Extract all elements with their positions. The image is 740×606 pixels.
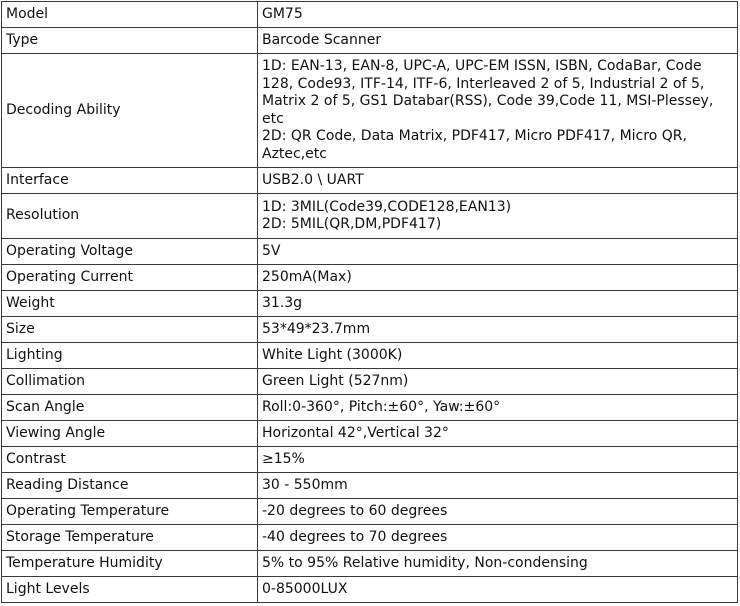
table-row-model xyxy=(2,2,738,28)
table-row-type xyxy=(2,28,738,54)
spec-label: Collimation xyxy=(2,369,258,395)
spec-value: 250mA(Max) xyxy=(258,265,738,291)
table-row-scan-angle xyxy=(2,395,738,421)
table-row-light-levels xyxy=(2,577,738,603)
spec-value: Green Light (527nm) xyxy=(258,369,738,395)
spec-label: Temperature Humidity xyxy=(2,551,258,577)
table-row-decoding-ability xyxy=(2,54,738,168)
table-row-viewing-angle xyxy=(2,421,738,447)
spec-value: Barcode Scanner xyxy=(258,28,738,54)
spec-label: Decoding Ability xyxy=(2,54,258,168)
table-row-storage-temperature xyxy=(2,525,738,551)
table-row-contrast xyxy=(2,447,738,473)
table-row-weight xyxy=(2,291,738,317)
spec-label: Reading Distance xyxy=(2,473,258,499)
spec-label: Operating Voltage xyxy=(2,239,258,265)
spec-value: USB2.0 \ UART xyxy=(258,168,738,194)
spec-value: Horizontal 42°,Vertical 32° xyxy=(258,421,738,447)
spec-value xyxy=(258,54,738,168)
spec-label: Resolution xyxy=(2,194,258,239)
spec-label: Type xyxy=(2,28,258,54)
decoding-1d-line: 1D: EAN-13, EAN-8, UPC-A, UPC-EM ISSN, ISBN, CodaBar, Code 128, Code93, ITF-14, ITF-6, Interleaved 2 of 5, Industrial 2 of 5, Matrix 2 of 5, GS1 Databar(RSS), Code 39,Code 11, MSI-Plessey, etc xyxy=(262,58,714,127)
resolution-1d-line: 1D: 3MIL(Code39,CODE128,EAN13) xyxy=(262,198,512,215)
table-row-operating-temperature xyxy=(2,499,738,525)
spec-value: 53*49*23.7mm xyxy=(258,317,738,343)
spec-label: Light Levels xyxy=(2,577,258,603)
spec-label: Weight xyxy=(2,291,258,317)
spec-value: GM75 xyxy=(258,2,738,28)
spec-label: Viewing Angle xyxy=(2,421,258,447)
spec-label: Size xyxy=(2,317,258,343)
resolution-2d-line: 2D: 5MIL(QR,DM,PDF417) xyxy=(262,216,442,232)
spec-value: -40 degrees to 70 degrees xyxy=(258,525,738,551)
table-row-temperature-humidity xyxy=(2,551,738,577)
spec-label: Model xyxy=(2,2,258,28)
spec-value: 30 - 550mm xyxy=(258,473,738,499)
spec-label: Contrast xyxy=(2,447,258,473)
spec-label: Storage Temperature xyxy=(2,525,258,551)
spec-label: Scan Angle xyxy=(2,395,258,421)
spec-table xyxy=(1,1,738,603)
spec-label: Operating Current xyxy=(2,265,258,291)
table-row-collimation xyxy=(2,369,738,395)
spec-label: Lighting xyxy=(2,343,258,369)
spec-value: ≥15% xyxy=(258,447,738,473)
table-row-size xyxy=(2,317,738,343)
spec-value xyxy=(258,194,738,239)
spec-value: 0-85000LUX xyxy=(258,577,738,603)
spec-value: 5% to 95% Relative humidity, Non-condensing xyxy=(258,551,738,577)
table-row-reading-distance xyxy=(2,473,738,499)
spec-value: White Light (3000K) xyxy=(258,343,738,369)
decoding-2d-line: 2D: QR Code, Data Matrix, PDF417, Micro PDF417, Micro QR, Aztec,etc xyxy=(262,128,687,162)
table-row-lighting xyxy=(2,343,738,369)
spec-value: Roll:0-360°, Pitch:±60°, Yaw:±60° xyxy=(258,395,738,421)
table-row-resolution xyxy=(2,194,738,239)
table-row-operating-voltage xyxy=(2,239,738,265)
table-row-interface xyxy=(2,168,738,194)
spec-label: Operating Temperature xyxy=(2,499,258,525)
spec-value: 5V xyxy=(258,239,738,265)
spec-value: 31.3g xyxy=(258,291,738,317)
spec-value: -20 degrees to 60 degrees xyxy=(258,499,738,525)
table-row-operating-current xyxy=(2,265,738,291)
spec-label: Interface xyxy=(2,168,258,194)
